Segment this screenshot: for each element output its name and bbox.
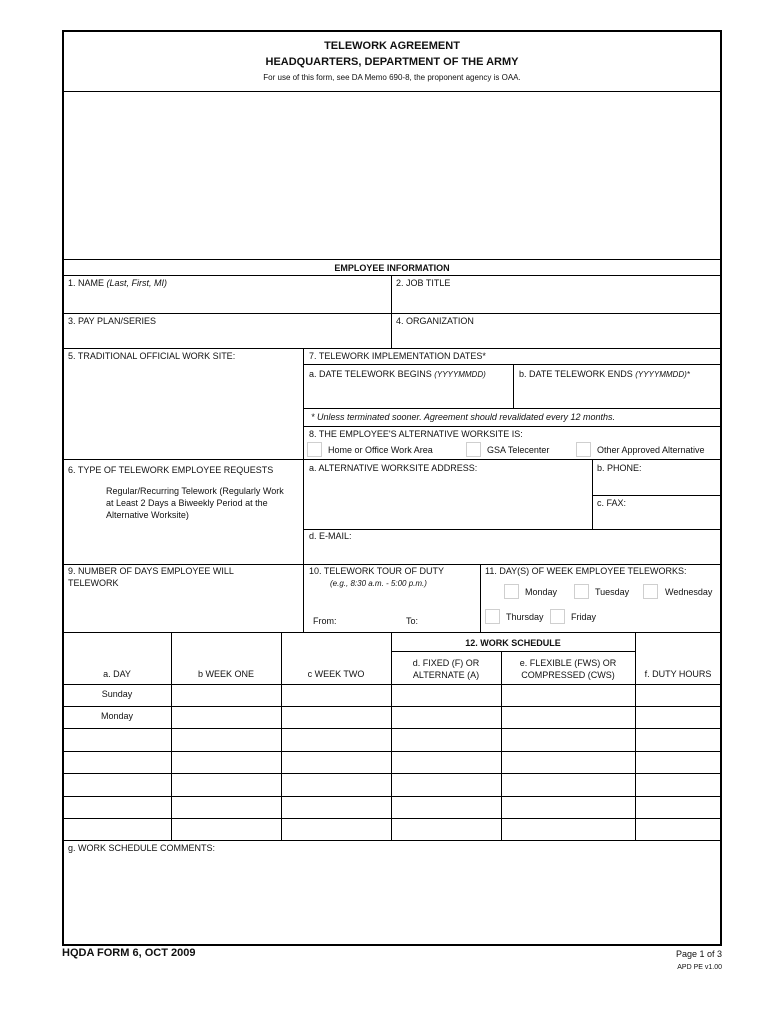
line bbox=[62, 632, 722, 633]
line bbox=[303, 348, 304, 564]
line bbox=[391, 651, 635, 652]
row-day-monday: Monday bbox=[100, 711, 134, 721]
name-field[interactable] bbox=[64, 289, 390, 311]
line bbox=[62, 840, 722, 841]
col-week-two: c WEEK TWO bbox=[307, 669, 365, 679]
line bbox=[62, 684, 722, 685]
line bbox=[171, 632, 172, 840]
work-site-label: 5. TRADITIONAL OFFICIAL WORK SITE: bbox=[68, 351, 236, 361]
form-version: APD PE v1.00 bbox=[677, 964, 722, 971]
form-title: TELEWORK AGREEMENT bbox=[324, 40, 460, 52]
line bbox=[303, 426, 722, 427]
impl-dates-label: 7. TELEWORK IMPLEMENTATION DATES* bbox=[309, 351, 486, 361]
line bbox=[62, 275, 722, 276]
dates-note: * Unless terminated sooner. Agreement should revalidated every 12 months. bbox=[311, 412, 615, 422]
friday-checkbox[interactable] bbox=[550, 609, 565, 624]
line bbox=[62, 313, 722, 314]
wednesday-checkbox[interactable] bbox=[643, 584, 658, 599]
line bbox=[592, 495, 722, 496]
form-id: HQDA FORM 6, OCT 2009 bbox=[62, 947, 196, 959]
line bbox=[62, 751, 722, 752]
pay-plan-field[interactable] bbox=[64, 327, 390, 347]
name-label: 1. NAME (Last, First, MI) bbox=[68, 278, 168, 288]
gsa-telecenter-checkbox[interactable] bbox=[466, 442, 481, 457]
line bbox=[303, 564, 304, 632]
home-office-checkbox[interactable] bbox=[307, 442, 322, 457]
line bbox=[62, 706, 722, 707]
monday-label: Monday bbox=[525, 587, 558, 597]
col-day: a. DAY bbox=[103, 669, 131, 679]
line bbox=[62, 773, 722, 774]
gsa-telecenter-label: GSA Telecenter bbox=[487, 445, 550, 455]
line bbox=[62, 818, 722, 819]
days-field[interactable] bbox=[64, 592, 302, 630]
page-number: Page 1 of 3 bbox=[675, 949, 722, 959]
line bbox=[62, 796, 722, 797]
line bbox=[62, 459, 722, 460]
date-ends-field[interactable] bbox=[515, 381, 720, 407]
line bbox=[303, 408, 722, 409]
tuesday-checkbox[interactable] bbox=[574, 584, 589, 599]
line bbox=[635, 632, 636, 840]
form-org: HEADQUARTERS, DEPARTMENT OF THE ARMY bbox=[265, 56, 519, 68]
pay-plan-label: 3. PAY PLAN/SERIES bbox=[68, 316, 157, 326]
friday-label: Friday bbox=[571, 612, 597, 622]
work-schedule-heading: 12. WORK SCHEDULE bbox=[465, 638, 561, 648]
date-begins-label: a. DATE TELEWORK BEGINS (YYYYMMDD) bbox=[309, 369, 486, 379]
col-duty-hours: f. DUTY HOURS bbox=[644, 669, 712, 679]
from-label: From: bbox=[313, 616, 337, 626]
from-field[interactable] bbox=[340, 612, 400, 628]
job-title-field[interactable] bbox=[393, 289, 720, 311]
comments-field[interactable] bbox=[64, 856, 720, 942]
col-flexible-line-2: COMPRESSED (CWS) bbox=[521, 670, 615, 680]
blank-area bbox=[64, 93, 720, 259]
type-option-line-2: at Least 2 Days a Biweekly Period at the bbox=[106, 498, 268, 508]
date-begins-field[interactable] bbox=[305, 381, 512, 407]
days-label-line-1: 9. NUMBER OF DAYS EMPLOYEE WILL bbox=[68, 566, 234, 576]
days-label-line-2: TELEWORK bbox=[68, 578, 119, 588]
line bbox=[62, 348, 722, 349]
line bbox=[281, 632, 282, 840]
thursday-label: Thursday bbox=[506, 612, 544, 622]
email-label: d. E-MAIL: bbox=[309, 531, 352, 541]
col-flexible-line-1: e. FLEXIBLE (FWS) OR bbox=[519, 658, 617, 668]
organization-label: 4. ORGANIZATION bbox=[396, 316, 474, 326]
section-divider bbox=[62, 259, 722, 260]
home-office-label: Home or Office Work Area bbox=[328, 445, 433, 455]
line bbox=[391, 275, 392, 348]
phone-field[interactable] bbox=[594, 475, 720, 494]
job-title-label: 2. JOB TITLE bbox=[396, 278, 451, 288]
fax-label: c. FAX: bbox=[597, 498, 627, 508]
other-alternative-checkbox[interactable] bbox=[576, 442, 591, 457]
line bbox=[62, 728, 722, 729]
email-field[interactable] bbox=[305, 542, 720, 562]
type-option-line-1: Regular/Recurring Telework (Regularly Work bbox=[106, 486, 284, 496]
other-alternative-label: Other Approved Alternative bbox=[597, 445, 705, 455]
alt-worksite-label: 8. THE EMPLOYEE'S ALTERNATIVE WORKSITE IS: bbox=[309, 429, 523, 439]
to-field[interactable] bbox=[422, 612, 477, 628]
col-fixed-line-2: ALTERNATE (A) bbox=[412, 670, 480, 680]
header-divider bbox=[62, 91, 722, 92]
row-day-sunday: Sunday bbox=[101, 689, 133, 699]
alt-address-field[interactable] bbox=[305, 475, 591, 527]
tour-hint: (e.g., 8:30 a.m. - 5:00 p.m.) bbox=[330, 579, 427, 588]
type-label: 6. TYPE OF TELEWORK EMPLOYEE REQUESTS bbox=[68, 465, 274, 475]
type-option-line-3: Alternative Worksite) bbox=[106, 510, 189, 520]
monday-checkbox[interactable] bbox=[504, 584, 519, 599]
work-site-field[interactable] bbox=[64, 362, 302, 458]
tuesday-label: Tuesday bbox=[595, 587, 630, 597]
organization-field[interactable] bbox=[393, 327, 720, 347]
to-label: To: bbox=[406, 616, 419, 626]
employee-info-heading: EMPLOYEE INFORMATION bbox=[334, 263, 450, 273]
phone-label: b. PHONE: bbox=[597, 463, 642, 473]
col-fixed-line-1: d. FIXED (F) OR bbox=[412, 658, 480, 668]
tour-label: 10. TELEWORK TOUR OF DUTY bbox=[309, 566, 445, 576]
line bbox=[62, 564, 722, 565]
days-week-label: 11. DAY(S) OF WEEK EMPLOYEE TELEWORKS: bbox=[485, 566, 687, 576]
form-note: For use of this form, see DA Memo 690-8, the proponent agency is OAA. bbox=[263, 73, 521, 82]
line bbox=[592, 459, 593, 529]
line bbox=[303, 529, 722, 530]
wednesday-label: Wednesday bbox=[665, 587, 713, 597]
line bbox=[480, 564, 481, 632]
line bbox=[513, 364, 514, 408]
date-ends-label: b. DATE TELEWORK ENDS (YYYYMMDD)* bbox=[519, 369, 690, 379]
fax-field[interactable] bbox=[594, 510, 720, 527]
thursday-checkbox[interactable] bbox=[485, 609, 500, 624]
comments-label: g. WORK SCHEDULE COMMENTS: bbox=[68, 843, 216, 853]
alt-address-label: a. ALTERNATIVE WORKSITE ADDRESS: bbox=[309, 463, 478, 473]
col-week-one: b WEEK ONE bbox=[197, 669, 254, 679]
